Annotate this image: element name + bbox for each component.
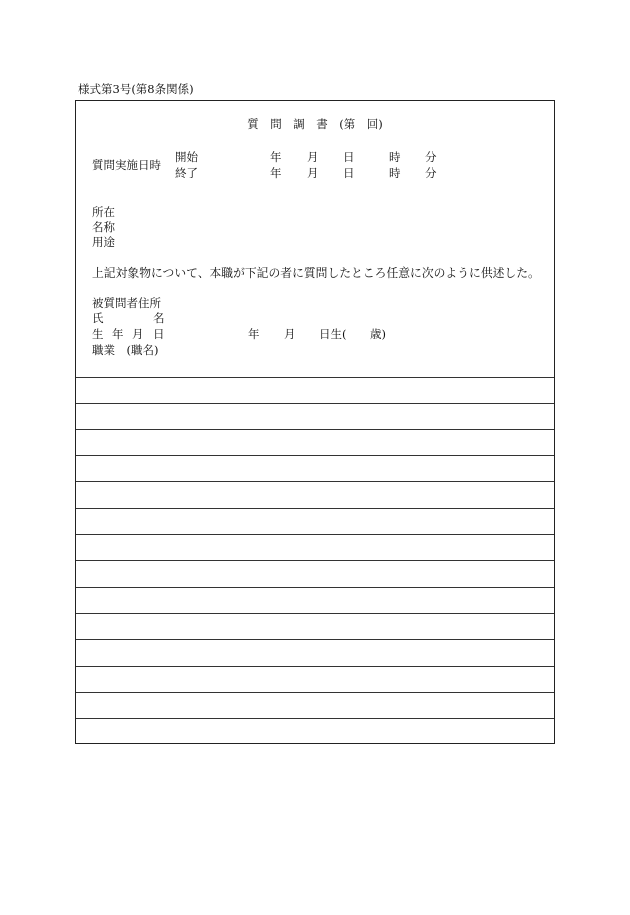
start-month: 月 xyxy=(307,150,319,164)
end-year: 年 xyxy=(270,166,282,180)
ruled-line xyxy=(76,666,554,667)
respondent-name-label-1: 氏 xyxy=(92,311,104,325)
ruled-line xyxy=(76,455,554,456)
form-number: 様式第3号(第8条関係) xyxy=(78,82,194,96)
ruled-line xyxy=(76,718,554,719)
birth-age: 歳) xyxy=(370,327,386,341)
object-name-label: 名称 xyxy=(92,220,115,234)
form-title: 質 問 調 書 (第 回) xyxy=(247,117,383,131)
birth-label-1: 生 xyxy=(92,327,104,341)
start-label: 開始 xyxy=(175,150,198,164)
ruled-line xyxy=(76,508,554,509)
birth-label-4: 日 xyxy=(153,327,165,341)
ruled-line xyxy=(76,377,554,378)
birth-month: 月 xyxy=(284,327,296,341)
ruled-line xyxy=(76,481,554,482)
end-day: 日 xyxy=(343,166,355,180)
ruled-line xyxy=(76,429,554,430)
start-hour: 時 xyxy=(389,150,401,164)
inquiry-form xyxy=(75,100,555,744)
respondent-name-label-2: 名 xyxy=(153,311,165,325)
ruled-line xyxy=(76,534,554,535)
start-day: 日 xyxy=(343,150,355,164)
birth-label-3: 月 xyxy=(132,327,144,341)
statement-text: 上記対象物について、本職が下記の者に質問したところ任意に次のように供述した。 xyxy=(92,266,540,280)
birth-year: 年 xyxy=(248,327,260,341)
ruled-line xyxy=(76,692,554,693)
ruled-line xyxy=(76,613,554,614)
end-month: 月 xyxy=(307,166,319,180)
end-hour: 時 xyxy=(389,166,401,180)
birth-label-2: 年 xyxy=(112,327,124,341)
ruled-line xyxy=(76,403,554,404)
start-year: 年 xyxy=(270,150,282,164)
object-use-label: 用途 xyxy=(92,235,115,249)
ruled-line xyxy=(76,560,554,561)
birth-born: 日生( xyxy=(319,327,347,341)
end-minute: 分 xyxy=(425,166,437,180)
ruled-line xyxy=(76,587,554,588)
occupation-label: 職業 (職名) xyxy=(92,343,159,357)
end-label: 終了 xyxy=(175,166,198,180)
object-location-label: 所在 xyxy=(92,205,115,219)
respondent-address-label: 被質問者住所 xyxy=(92,296,161,310)
datetime-label: 質問実施日時 xyxy=(92,158,161,172)
ruled-line xyxy=(76,639,554,640)
start-minute: 分 xyxy=(425,150,437,164)
